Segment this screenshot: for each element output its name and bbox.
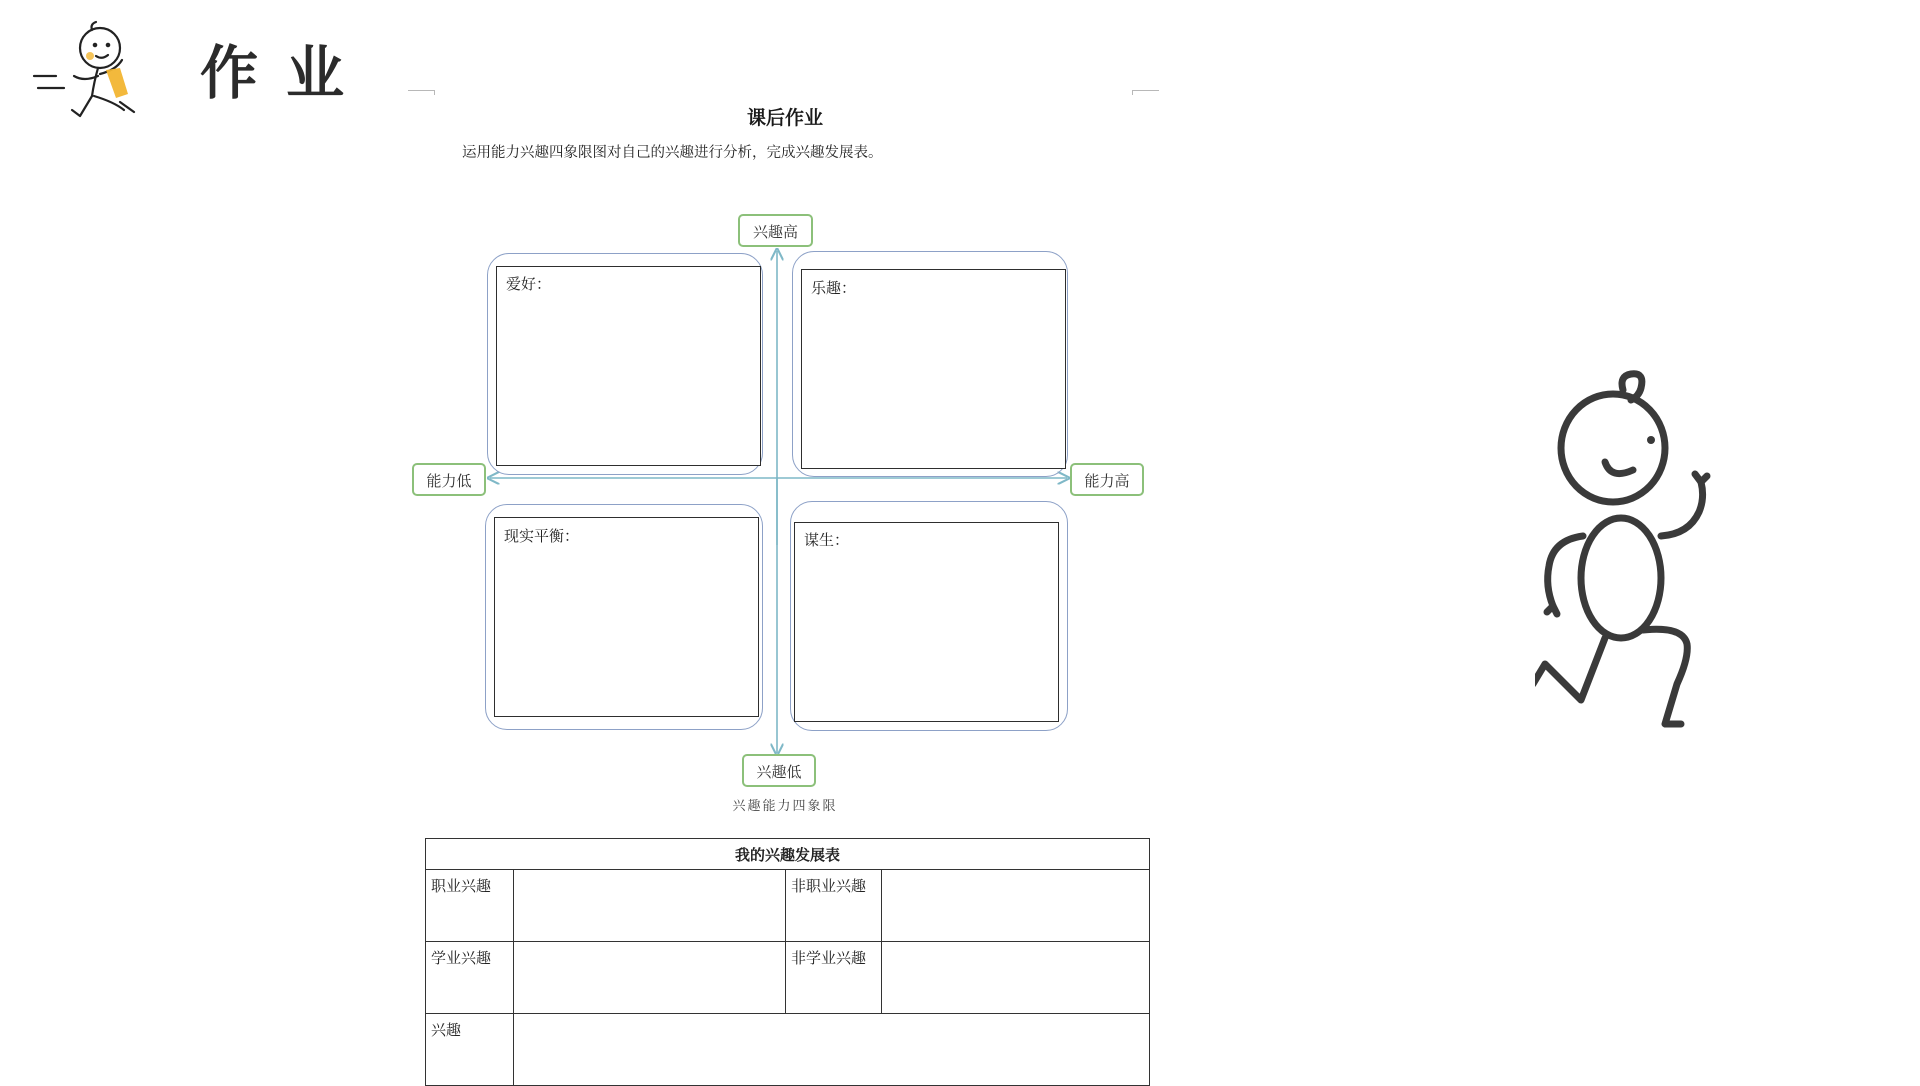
table-cell-entry[interactable]	[882, 942, 1150, 1014]
table-cell-label: 非学业兴趣	[786, 942, 882, 1014]
table-cell-label: 职业兴趣	[426, 870, 514, 942]
table-row	[426, 942, 1150, 1014]
table-cell-label: 兴趣	[426, 1014, 514, 1086]
table-cell-entry[interactable]	[514, 1014, 1150, 1086]
table-title: 我的兴趣发展表	[426, 839, 1150, 870]
table-header-row	[426, 839, 1150, 870]
table-cell-entry[interactable]	[514, 942, 786, 1014]
axis-label-ability-high: 能力高	[1070, 463, 1144, 496]
quadrant-fun-box	[801, 269, 1066, 469]
instruction-text: 运用能力兴趣四象限图对自己的兴趣进行分析，完成兴趣发展表。	[462, 145, 883, 161]
axis-label-interest-high: 兴趣高	[738, 214, 813, 247]
quadrant-balance-label: 现实平衡：	[504, 527, 580, 545]
table-cell-entry[interactable]	[514, 870, 786, 942]
table-row	[426, 870, 1150, 942]
interest-ability-quadrant-diagram	[405, 205, 1155, 845]
document-title: 课后作业	[746, 107, 823, 129]
interest-development-table	[425, 838, 1150, 1086]
table-cell-label: 非职业兴趣	[786, 870, 882, 942]
quadrant-living-box	[794, 522, 1059, 722]
quadrant-hobby-box	[496, 266, 761, 466]
quadrant-living-label: 谋生：	[804, 531, 850, 549]
crop-mark	[408, 90, 435, 95]
table-row	[426, 1014, 1150, 1086]
running-stick-figure-icon	[1535, 368, 1735, 728]
quadrant-hobby-label: 爱好：	[506, 275, 552, 293]
table-cell-entry[interactable]	[882, 870, 1150, 942]
running-stick-figure-icon	[28, 18, 168, 130]
table-cell-label: 学业兴趣	[426, 942, 514, 1014]
axis-label-ability-low: 能力低	[412, 463, 486, 496]
quadrant-balance-box	[494, 517, 759, 717]
page-title: 作业	[200, 39, 373, 107]
diagram-caption: 兴趣能力四象限	[732, 799, 838, 814]
quadrant-fun-label: 乐趣：	[811, 279, 857, 297]
axis-label-interest-low: 兴趣低	[742, 754, 816, 787]
crop-mark	[1132, 90, 1159, 95]
